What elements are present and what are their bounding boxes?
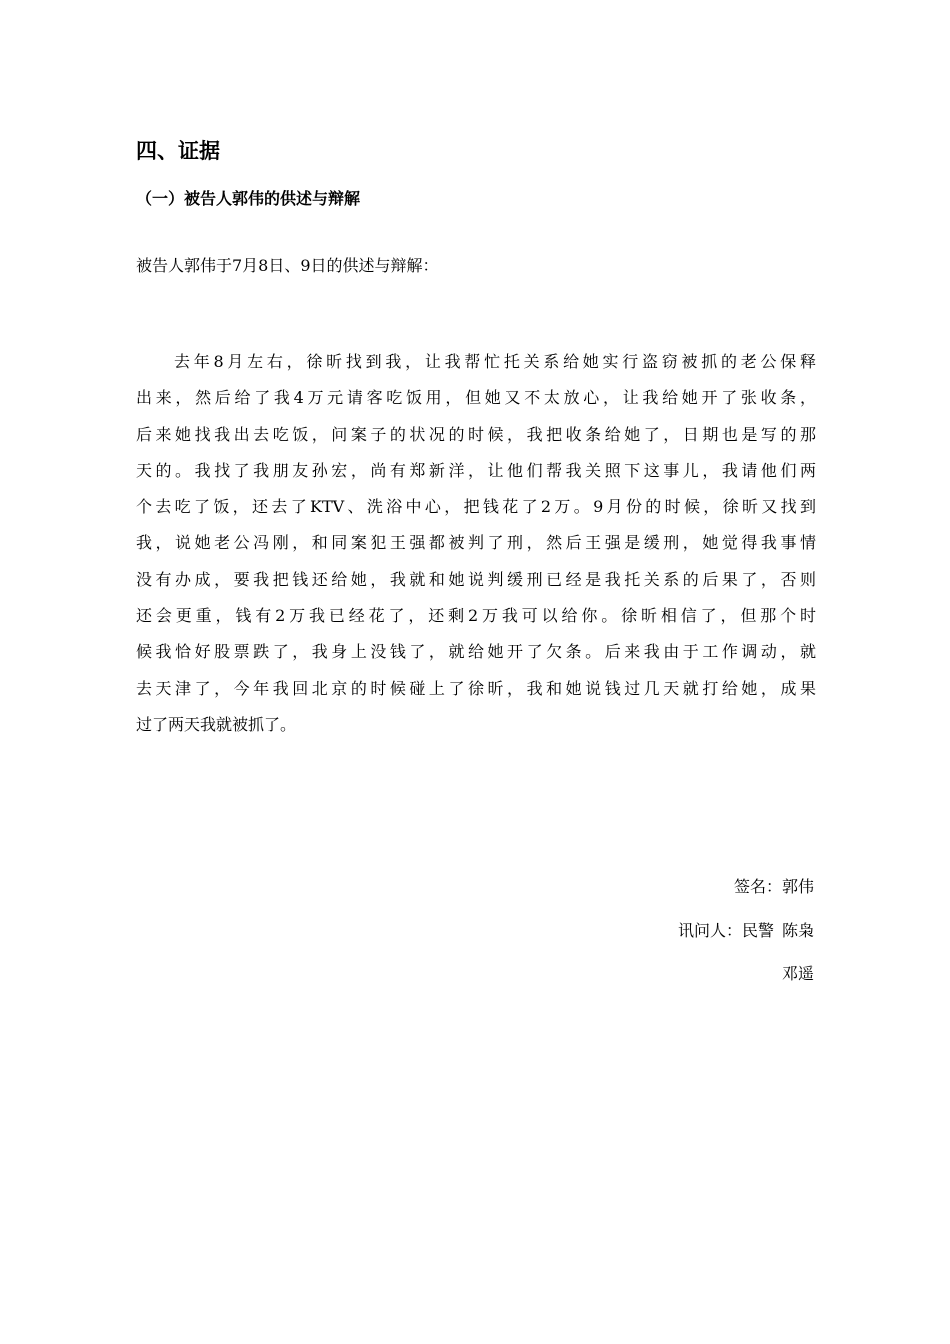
statement-paragraph [136,344,816,743]
interrogator-name-2: 邓遥 [781,964,814,983]
intro-line: 被告人郭伟于7月8日、9日的供述与辩解： [136,256,439,275]
statement-line: 去天津了，今年我回北京的时候碰上了徐昕，我和她说钱过几天就打给她，成果 [136,678,816,698]
statement-line: 个去吃了饭，还去了KTV、洗浴中心，把钱花了2万。9月份的时候，徐昕又找到 [136,497,816,517]
signed-label: 签名： [733,877,782,896]
interrogator-title: 民警 [741,921,774,940]
statement-line: 过了两天我就被抓了。 [136,714,297,734]
signature-line [734,874,814,900]
statement-line: 天的。我找了我朋友孙宏，尚有郑新洋，让他们帮我关照下这事儿，我请他们两 [136,460,816,480]
statement-line: 后来她找我出去吃饭，问案子的状况的时候，我把收条给她了，日期也是写的那 [136,424,816,444]
statement-line: 我，说她老公冯刚，和同案犯王强都被判了刑，然后王强是缓刑，她觉得我事情 [136,533,816,553]
statement-line: 出来，然后给了我4万元请客吃饭用，但她又不太放心，让我给她开了张收条， [136,388,816,408]
statement-line: 候我恰好股票跌了，我身上没钱了，就给她开了欠条。后来我由于工作调动，就 [136,642,816,662]
sub-heading: （一）被告人郭伟的供述与辩解 [136,189,361,208]
interrogator-line [678,918,814,944]
interrogator-name-2-line [782,961,814,987]
interrogator-label: 讯问人： [677,921,742,940]
statement-line: 没有办成，要我把钱还给她，我就和她说判缓刑已经是我托关系的后果了，否则 [136,569,816,589]
section-heading: 四、证据 [136,139,220,163]
statement-line: 去年8月左右，徐昕找到我，让我帮忙托关系给她实行盗窃被抓的老公保释 [174,352,816,371]
statement-line: 还会更重，钱有2万我已经花了，还剩2万我可以给你。徐昕相信了，但那个时 [136,606,816,626]
signed-name: 郭伟 [781,877,814,896]
interrogator-name-1: 陈枭 [781,921,814,940]
